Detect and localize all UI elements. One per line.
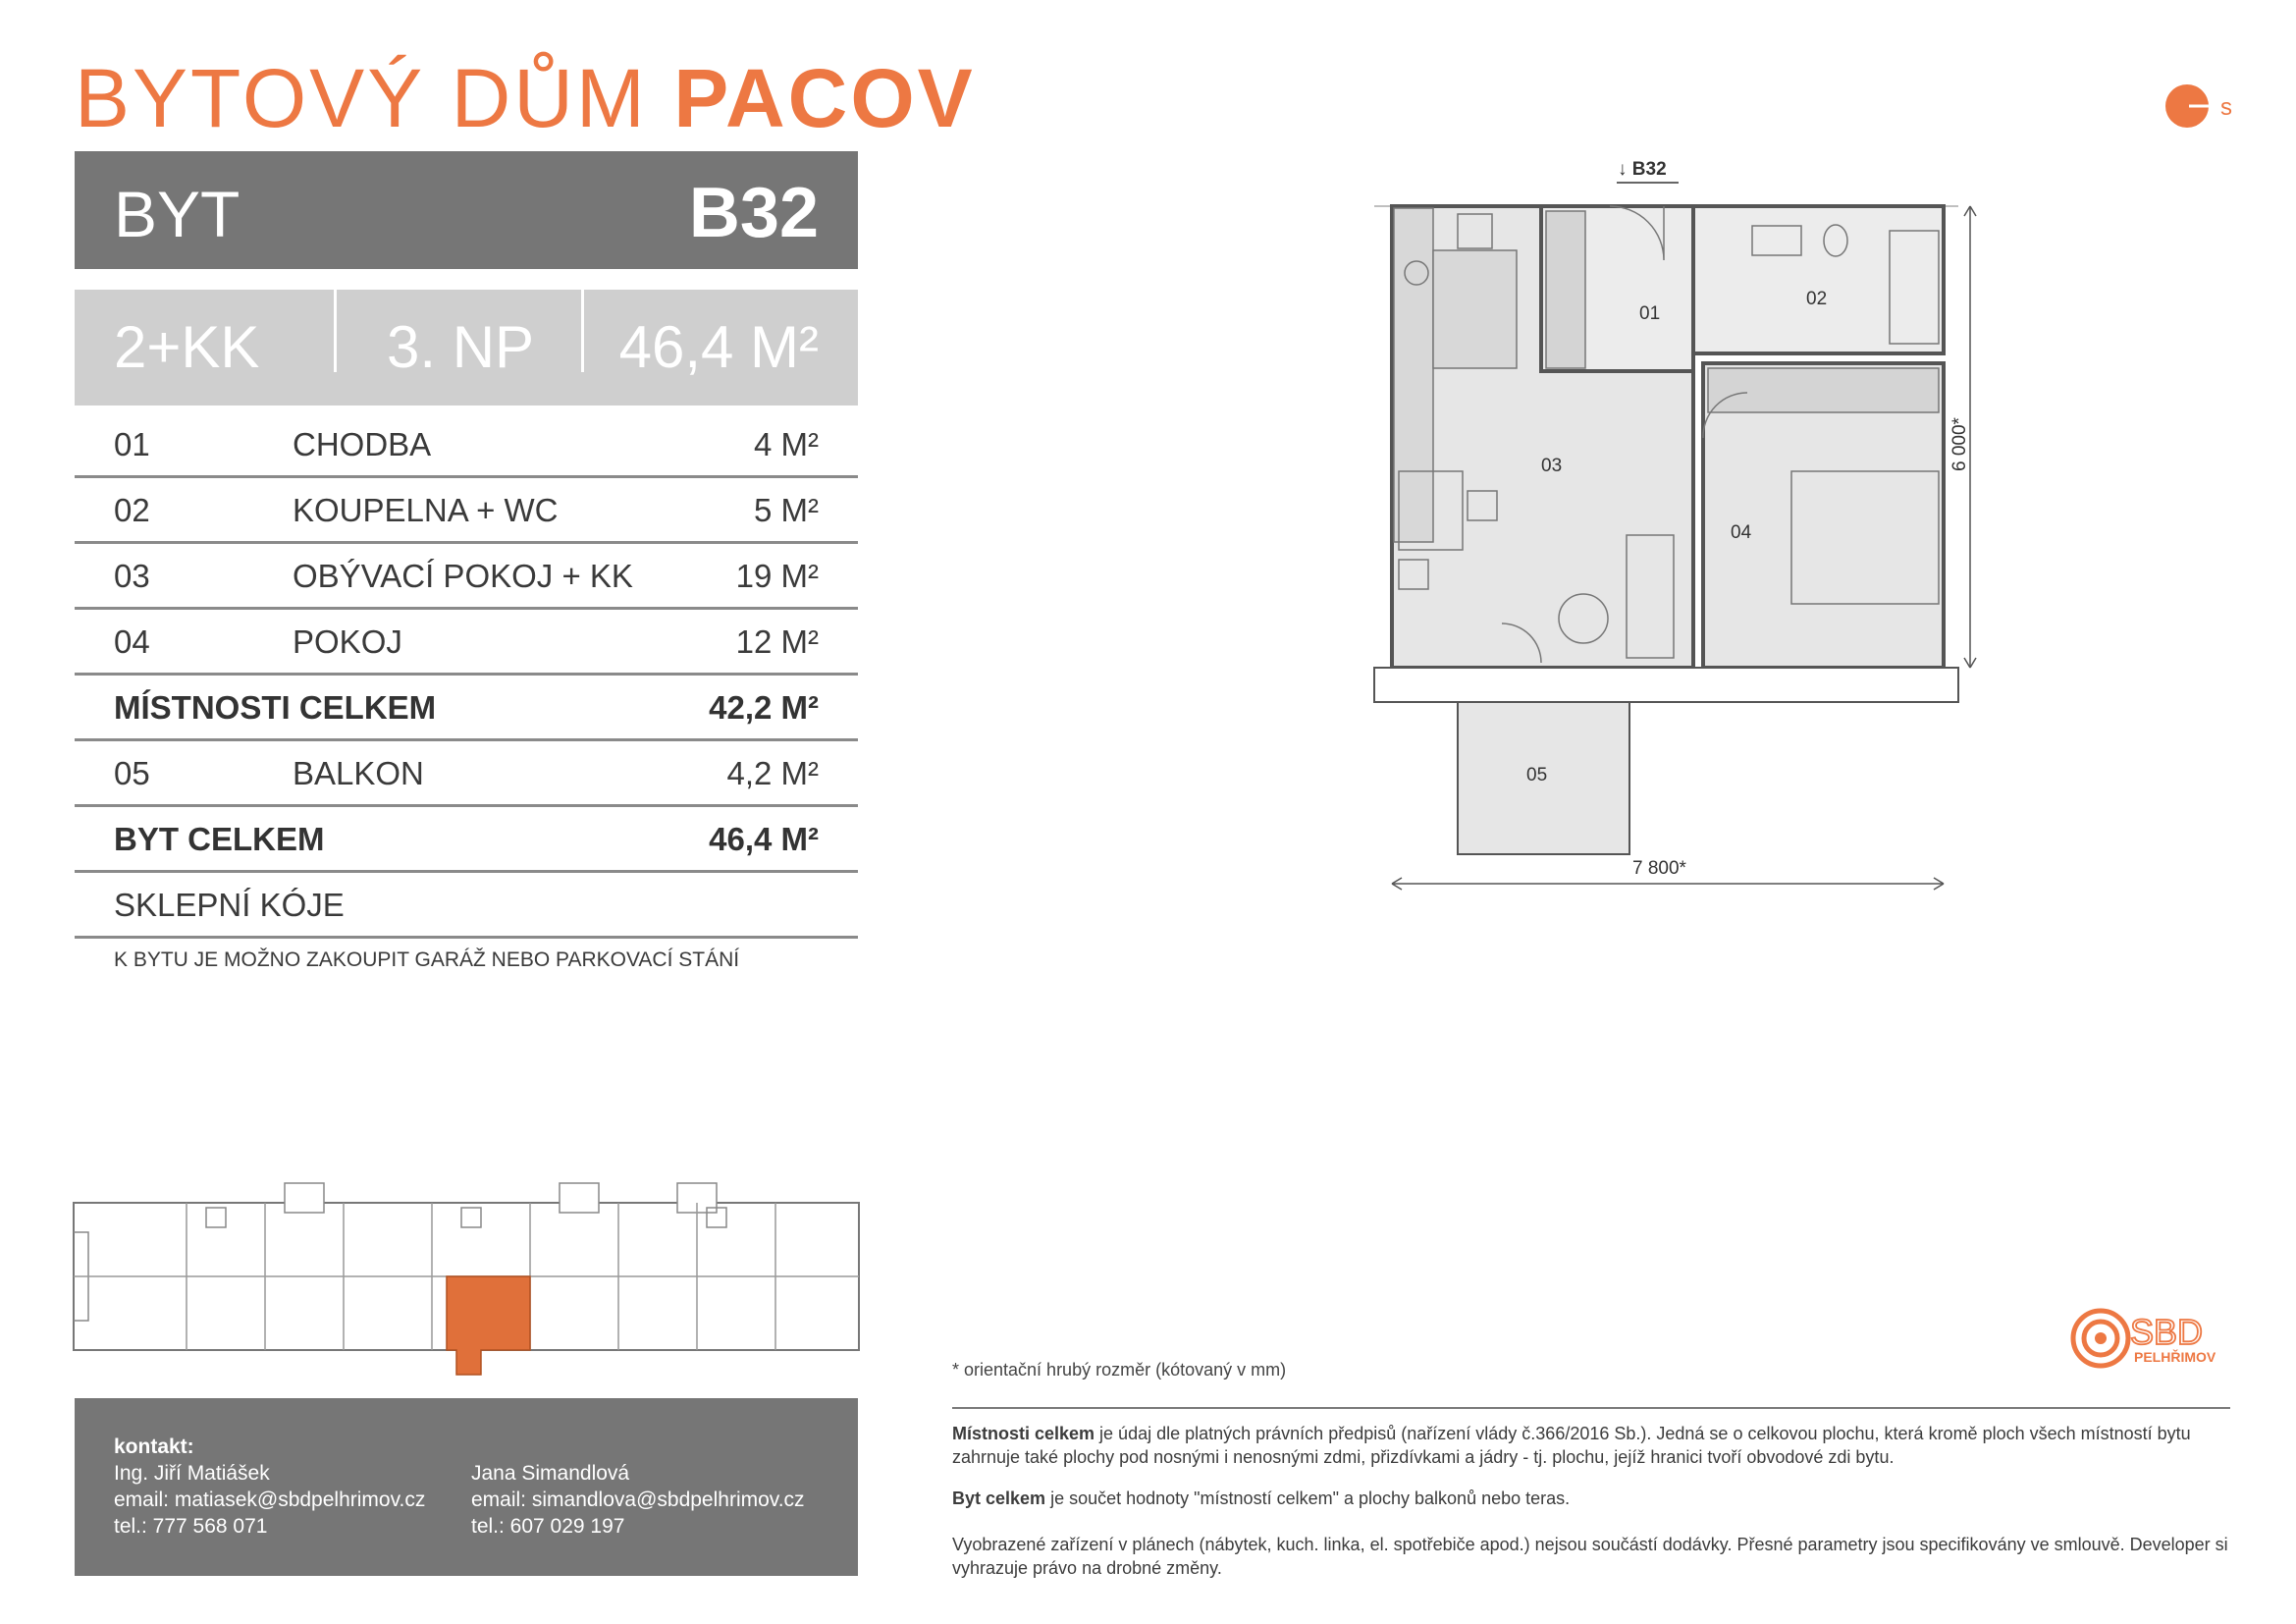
page-title: [75, 52, 976, 144]
room-row: [75, 610, 858, 676]
floor-plan: [1369, 147, 1998, 913]
room-label-03: 03: [1541, 456, 1563, 476]
contact-box: [75, 1398, 858, 1576]
flat-total-definition: [952, 1487, 2230, 1510]
corner-logo: [2163, 82, 2242, 136]
rooms-total-area: 42,2 M²: [709, 689, 819, 726]
room-area: 4 M²: [754, 426, 819, 462]
room-label-02: 02: [1806, 289, 1828, 309]
definition-term: Byt celkem: [952, 1489, 1046, 1508]
contact-name: Jana Simandlová: [471, 1462, 630, 1485]
garage-note: K BYTU JE MOŽNO ZAKOUPIT GARÁŽ NEBO PARKOVACÍ STÁNÍ: [114, 948, 740, 971]
dimension-width: 7 800*: [1632, 858, 1686, 879]
flat-summary: [75, 290, 858, 406]
dimension-height: 6 000*: [1949, 417, 1970, 471]
room-name: BALKON: [293, 755, 424, 791]
flat-total-row: [75, 807, 858, 873]
definition-text: je součet hodnoty "místností celkem" a plochy balkonů nebo teras.: [1045, 1489, 1571, 1508]
flat-header: [75, 151, 858, 269]
cellar-label: SKLEPNÍ KÓJE: [114, 887, 345, 923]
room-row: [75, 478, 858, 544]
area-value: 46,4 M²: [618, 314, 819, 380]
room-area: 19 M²: [735, 558, 819, 594]
building-key-plan: [69, 1173, 864, 1389]
room-number: 02: [114, 492, 150, 528]
cellar-row: [75, 873, 858, 939]
flat-total-area: 46,4 M²: [709, 821, 819, 857]
room-area: 5 M²: [754, 492, 819, 528]
rooms-table: [75, 412, 858, 939]
entry-tag: ↓ B32: [1618, 159, 1667, 180]
definition-text: je údaj dle platných právních předpisů (nařízení vlády č.366/2016 Sb.). Jedná se o celkovou plochu, která kromě ploch všech místností bytu zahrnuje také plochy pod nosnými i nenosnými zdmi, přizdívkami a jádry - tj. plochu, jejíž hranici tvoří obvodové zdi bytu.: [952, 1424, 2191, 1467]
balcony-row: [75, 741, 858, 807]
floor-value: 3. NP: [387, 314, 535, 380]
dimension-footnote: * orientační hrubý rozměr (kótovaný v mm): [952, 1360, 1287, 1380]
room-name: KOUPELNA + WC: [293, 492, 559, 528]
room-area: 4,2 M²: [726, 755, 819, 791]
sbd-logo: [2069, 1301, 2236, 1380]
contact-email: email: matiasek@sbdpelhrimov.cz: [114, 1489, 426, 1511]
room-number: 01: [114, 426, 150, 462]
room-name: OBÝVACÍ POKOJ + KK: [293, 558, 633, 594]
svg-text:s: s: [2220, 94, 2232, 121]
contact-person-2: [471, 1460, 805, 1540]
title-light: BYTOVÝ DŮM: [75, 52, 674, 144]
contact-phone: tel.: 607 029 197: [471, 1515, 625, 1538]
title-bold: PACOV: [673, 52, 976, 144]
contact-phone: tel.: 777 568 071: [114, 1515, 268, 1538]
layout-type: 2+KK: [114, 314, 260, 380]
summary-divider: [581, 290, 584, 372]
room-name: POKOJ: [293, 623, 402, 660]
room-number: 05: [114, 755, 150, 791]
flat-total-label: BYT CELKEM: [114, 821, 325, 857]
room-number: 04: [114, 623, 150, 660]
room-row: [75, 544, 858, 610]
room-row: [75, 412, 858, 478]
summary-divider: [334, 290, 337, 372]
contact-heading: kontakt:: [114, 1435, 194, 1458]
contact-email: email: simandlova@sbdpelhrimov.cz: [471, 1489, 805, 1511]
rooms-total-label: MÍSTNOSTI CELKEM: [114, 689, 437, 726]
svg-text:SBD: SBD: [2130, 1312, 2204, 1352]
room-area: 12 M²: [735, 623, 819, 660]
rooms-total-row: [75, 676, 858, 741]
contact-person-1: [114, 1460, 425, 1540]
rooms-total-definition: [952, 1422, 2230, 1469]
highlighted-unit: [447, 1276, 530, 1375]
room-label-05: 05: [1526, 765, 1548, 785]
room-label-01: 01: [1639, 303, 1661, 324]
svg-text:PELHŘIMOV: PELHŘIMOV: [2134, 1349, 2216, 1365]
room-label-04: 04: [1731, 522, 1752, 543]
room-number: 03: [114, 558, 150, 594]
divider: [952, 1407, 2230, 1409]
flat-label: BYT: [114, 178, 240, 250]
definition-term: Místnosti celkem: [952, 1424, 1095, 1443]
disclaimer: Vyobrazené zařízení v plánech (nábytek, kuch. linka, el. spotřebiče apod.) nejsou součástí dodávky. Přesné parametry jsou specifikovány ve smlouvě. Developer si vyhrazuje právo na drobné změny.: [952, 1535, 2228, 1578]
room-name: CHODBA: [293, 426, 432, 462]
contact-name: Ing. Jiří Matiášek: [114, 1462, 270, 1485]
flat-code: B32: [688, 174, 819, 252]
